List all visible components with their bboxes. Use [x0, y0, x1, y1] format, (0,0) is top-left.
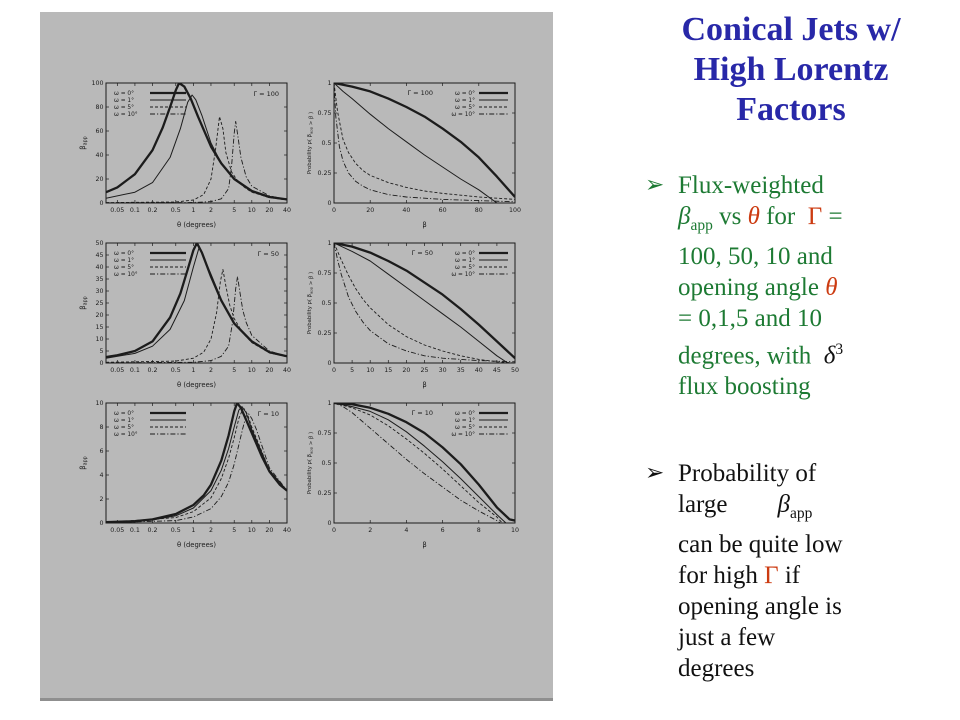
- svg-text:0.05: 0.05: [110, 367, 125, 374]
- svg-text:5: 5: [232, 207, 237, 214]
- svg-text:0.25: 0.25: [317, 170, 332, 178]
- svg-text:ω = 5°: ω = 5°: [455, 425, 475, 431]
- svg-text:50: 50: [510, 367, 520, 374]
- svg-text:ω = 10°: ω = 10°: [114, 432, 138, 438]
- svg-text:1: 1: [191, 527, 196, 534]
- svg-text:Probability p( βapp > β ): Probability p( $\beta_{app} > \beta$ ): [307, 111, 315, 175]
- svg-text:80: 80: [95, 104, 104, 112]
- svg-text:Γ = 100: Γ = 100: [253, 90, 279, 98]
- svg-text:40: 40: [282, 207, 292, 214]
- svg-text:θ (degrees): θ (degrees): [177, 541, 216, 549]
- svg-text:0.5: 0.5: [170, 207, 181, 214]
- svg-text:ω = 0°: ω = 0°: [455, 251, 475, 257]
- svg-text:80: 80: [474, 207, 483, 214]
- svg-text:15: 15: [384, 367, 393, 374]
- svg-text:100: 100: [91, 80, 104, 88]
- page-title: [630, 10, 952, 130]
- svg-text:0.25: 0.25: [317, 490, 332, 498]
- svg-text:20: 20: [366, 207, 375, 214]
- svg-text:2: 2: [208, 527, 213, 534]
- svg-text:5: 5: [99, 348, 104, 356]
- svg-text:40: 40: [95, 152, 104, 160]
- svg-text:ω = 0°: ω = 0°: [455, 91, 475, 97]
- svg-text:0.1: 0.1: [129, 367, 140, 374]
- svg-text:20: 20: [265, 527, 274, 534]
- svg-text:0.5: 0.5: [321, 300, 332, 308]
- svg-text:10: 10: [247, 527, 256, 534]
- svg-text:0: 0: [327, 200, 332, 208]
- svg-text:0: 0: [331, 527, 337, 534]
- svg-text:1: 1: [191, 367, 196, 374]
- svg-text:0.1: 0.1: [129, 207, 140, 214]
- svg-text:1: 1: [327, 240, 332, 248]
- svg-text:10: 10: [247, 367, 256, 374]
- svg-text:ω = 10°: ω = 10°: [114, 272, 138, 278]
- svg-text:40: 40: [282, 367, 292, 374]
- svg-text:20: 20: [95, 312, 104, 320]
- svg-text:β: β: [422, 221, 427, 229]
- svg-text:ω = 1°: ω = 1°: [114, 258, 134, 264]
- title-line: Factors: [736, 91, 846, 128]
- plots-grid: [76, 74, 522, 550]
- svg-text:45: 45: [95, 252, 104, 260]
- bullet-flux-weighted: [645, 170, 945, 402]
- svg-text:0.2: 0.2: [147, 207, 158, 214]
- svg-text:ω = 0°: ω = 0°: [114, 251, 134, 257]
- svg-text:2: 2: [208, 207, 213, 214]
- text-column: [630, 10, 952, 130]
- svg-text:ω = 5°: ω = 5°: [455, 265, 475, 271]
- svg-text:10: 10: [95, 336, 104, 344]
- svg-text:ω = 10°: ω = 10°: [451, 432, 475, 438]
- svg-text:45: 45: [492, 367, 501, 374]
- svg-text:0: 0: [99, 360, 104, 368]
- svg-text:0.5: 0.5: [321, 460, 332, 468]
- svg-text:1: 1: [191, 207, 196, 214]
- svg-text:ω = 5°: ω = 5°: [455, 105, 475, 111]
- svg-text:6: 6: [99, 448, 104, 456]
- svg-text:ω = 10°: ω = 10°: [451, 272, 475, 278]
- svg-text:0: 0: [327, 520, 332, 528]
- svg-text:Probability p( βapp > β ): Probability p( $\beta_{app} > \beta$ ): [307, 431, 315, 495]
- svg-text:2: 2: [368, 527, 373, 534]
- svg-text:0.5: 0.5: [321, 140, 332, 148]
- svg-text:ω = 5°: ω = 5°: [114, 265, 134, 271]
- svg-text:0: 0: [331, 207, 337, 214]
- bullet-arrow-icon: ➢: [645, 460, 665, 486]
- svg-text:5: 5: [350, 367, 355, 374]
- svg-text:0: 0: [99, 520, 104, 528]
- svg-text:10: 10: [95, 400, 104, 408]
- svg-text:10: 10: [510, 527, 520, 534]
- svg-text:1: 1: [327, 80, 332, 88]
- figure-panel: [40, 12, 553, 698]
- svg-text:100: 100: [508, 207, 522, 214]
- svg-text:0.5: 0.5: [170, 527, 181, 534]
- svg-text:40: 40: [282, 527, 292, 534]
- svg-text:0.05: 0.05: [110, 527, 125, 534]
- svg-text:Γ = 10: Γ = 10: [411, 409, 433, 417]
- svg-text:βapp: $\beta_{app}$: [79, 456, 89, 470]
- svg-text:ω = 1°: ω = 1°: [455, 258, 475, 264]
- svg-text:30: 30: [438, 367, 447, 374]
- svg-text:20: 20: [402, 367, 411, 374]
- svg-text:β: β: [422, 541, 427, 549]
- svg-text:Probability p( βapp > β ): Probability p( $\beta_{app} > \beta$ ): [307, 271, 315, 335]
- svg-text:6: 6: [440, 527, 445, 534]
- chart-probability-gamma10: [304, 394, 522, 550]
- chart-probability-gamma50: [304, 234, 522, 390]
- bullet-text: Flux-weighted $\beta_{app}$ vs θ for Γ = 100, 50, 10 and opening angle θ = 0,1,5 and 10 degrees, with $\delta^3$ flux boosting: [678, 172, 844, 401]
- bullet-arrow-icon: ➢: [645, 172, 665, 198]
- svg-text:2: 2: [99, 496, 104, 504]
- svg-text:Γ = 10: Γ = 10: [257, 410, 279, 418]
- svg-text:50: 50: [95, 240, 104, 248]
- svg-text:ω = 1°: ω = 1°: [455, 418, 475, 424]
- chart-betaapp-vs-theta-gamma10: [76, 394, 294, 550]
- svg-text:θ (degrees): θ (degrees): [177, 381, 216, 389]
- svg-text:0.75: 0.75: [317, 430, 332, 438]
- svg-text:0.05: 0.05: [110, 207, 125, 214]
- svg-text:5: 5: [232, 367, 237, 374]
- svg-text:θ (degrees): θ (degrees): [177, 221, 216, 229]
- svg-text:25: 25: [95, 300, 104, 308]
- svg-text:4: 4: [99, 472, 104, 480]
- bullet-text: Probability of large $\beta_{app}$ can be quite low for high Γ if opening angle is just a few degrees: [678, 460, 843, 682]
- title-line: High Lorentz: [693, 51, 889, 88]
- svg-text:4: 4: [404, 527, 409, 534]
- svg-text:βapp: $\beta_{app}$: [79, 296, 89, 310]
- chart-betaapp-vs-theta-gamma50: [76, 234, 294, 390]
- svg-text:40: 40: [474, 367, 483, 374]
- svg-text:ω = 10°: ω = 10°: [451, 112, 475, 118]
- svg-text:ω = 0°: ω = 0°: [114, 91, 134, 97]
- svg-text:8: 8: [99, 424, 104, 432]
- svg-text:ω = 10°: ω = 10°: [114, 112, 138, 118]
- svg-text:10: 10: [247, 207, 256, 214]
- svg-text:0.1: 0.1: [129, 527, 140, 534]
- svg-text:60: 60: [95, 128, 104, 136]
- svg-text:8: 8: [476, 527, 481, 534]
- svg-text:5: 5: [232, 527, 237, 534]
- svg-text:0.25: 0.25: [317, 330, 332, 338]
- svg-text:20: 20: [265, 207, 274, 214]
- svg-text:ω = 0°: ω = 0°: [114, 411, 134, 417]
- svg-text:βapp: $\beta_{app}$: [79, 136, 89, 150]
- svg-text:35: 35: [95, 276, 104, 284]
- svg-text:0.2: 0.2: [147, 527, 158, 534]
- svg-text:20: 20: [95, 176, 104, 184]
- chart-probability-gamma100: [304, 74, 522, 230]
- svg-text:ω = 1°: ω = 1°: [455, 98, 475, 104]
- chart-betaapp-vs-theta-gamma100: [76, 74, 294, 230]
- svg-text:1: 1: [327, 400, 332, 408]
- svg-text:ω = 1°: ω = 1°: [114, 418, 134, 424]
- svg-text:0: 0: [327, 360, 332, 368]
- svg-text:ω = 1°: ω = 1°: [114, 98, 134, 104]
- svg-text:40: 40: [95, 264, 104, 272]
- bullet-probability: [645, 458, 945, 684]
- svg-text:β: β: [422, 381, 427, 389]
- svg-text:0.5: 0.5: [170, 367, 181, 374]
- svg-text:2: 2: [208, 367, 213, 374]
- svg-text:0: 0: [331, 367, 337, 374]
- svg-text:Γ = 100: Γ = 100: [407, 89, 433, 97]
- svg-text:0.2: 0.2: [147, 367, 158, 374]
- svg-text:0.75: 0.75: [317, 270, 332, 278]
- svg-text:0.75: 0.75: [317, 110, 332, 118]
- svg-text:Γ = 50: Γ = 50: [257, 250, 279, 258]
- svg-text:ω = 5°: ω = 5°: [114, 105, 134, 111]
- svg-text:60: 60: [438, 207, 447, 214]
- svg-text:Γ = 50: Γ = 50: [411, 249, 433, 257]
- svg-text:10: 10: [366, 367, 375, 374]
- svg-text:20: 20: [265, 367, 274, 374]
- svg-text:0: 0: [99, 200, 104, 208]
- svg-text:ω = 0°: ω = 0°: [455, 411, 475, 417]
- svg-text:15: 15: [95, 324, 104, 332]
- svg-text:25: 25: [420, 367, 429, 374]
- svg-text:40: 40: [402, 207, 411, 214]
- title-line: Conical Jets w/: [681, 11, 901, 48]
- svg-text:ω = 5°: ω = 5°: [114, 425, 134, 431]
- svg-text:35: 35: [456, 367, 465, 374]
- svg-text:30: 30: [95, 288, 104, 296]
